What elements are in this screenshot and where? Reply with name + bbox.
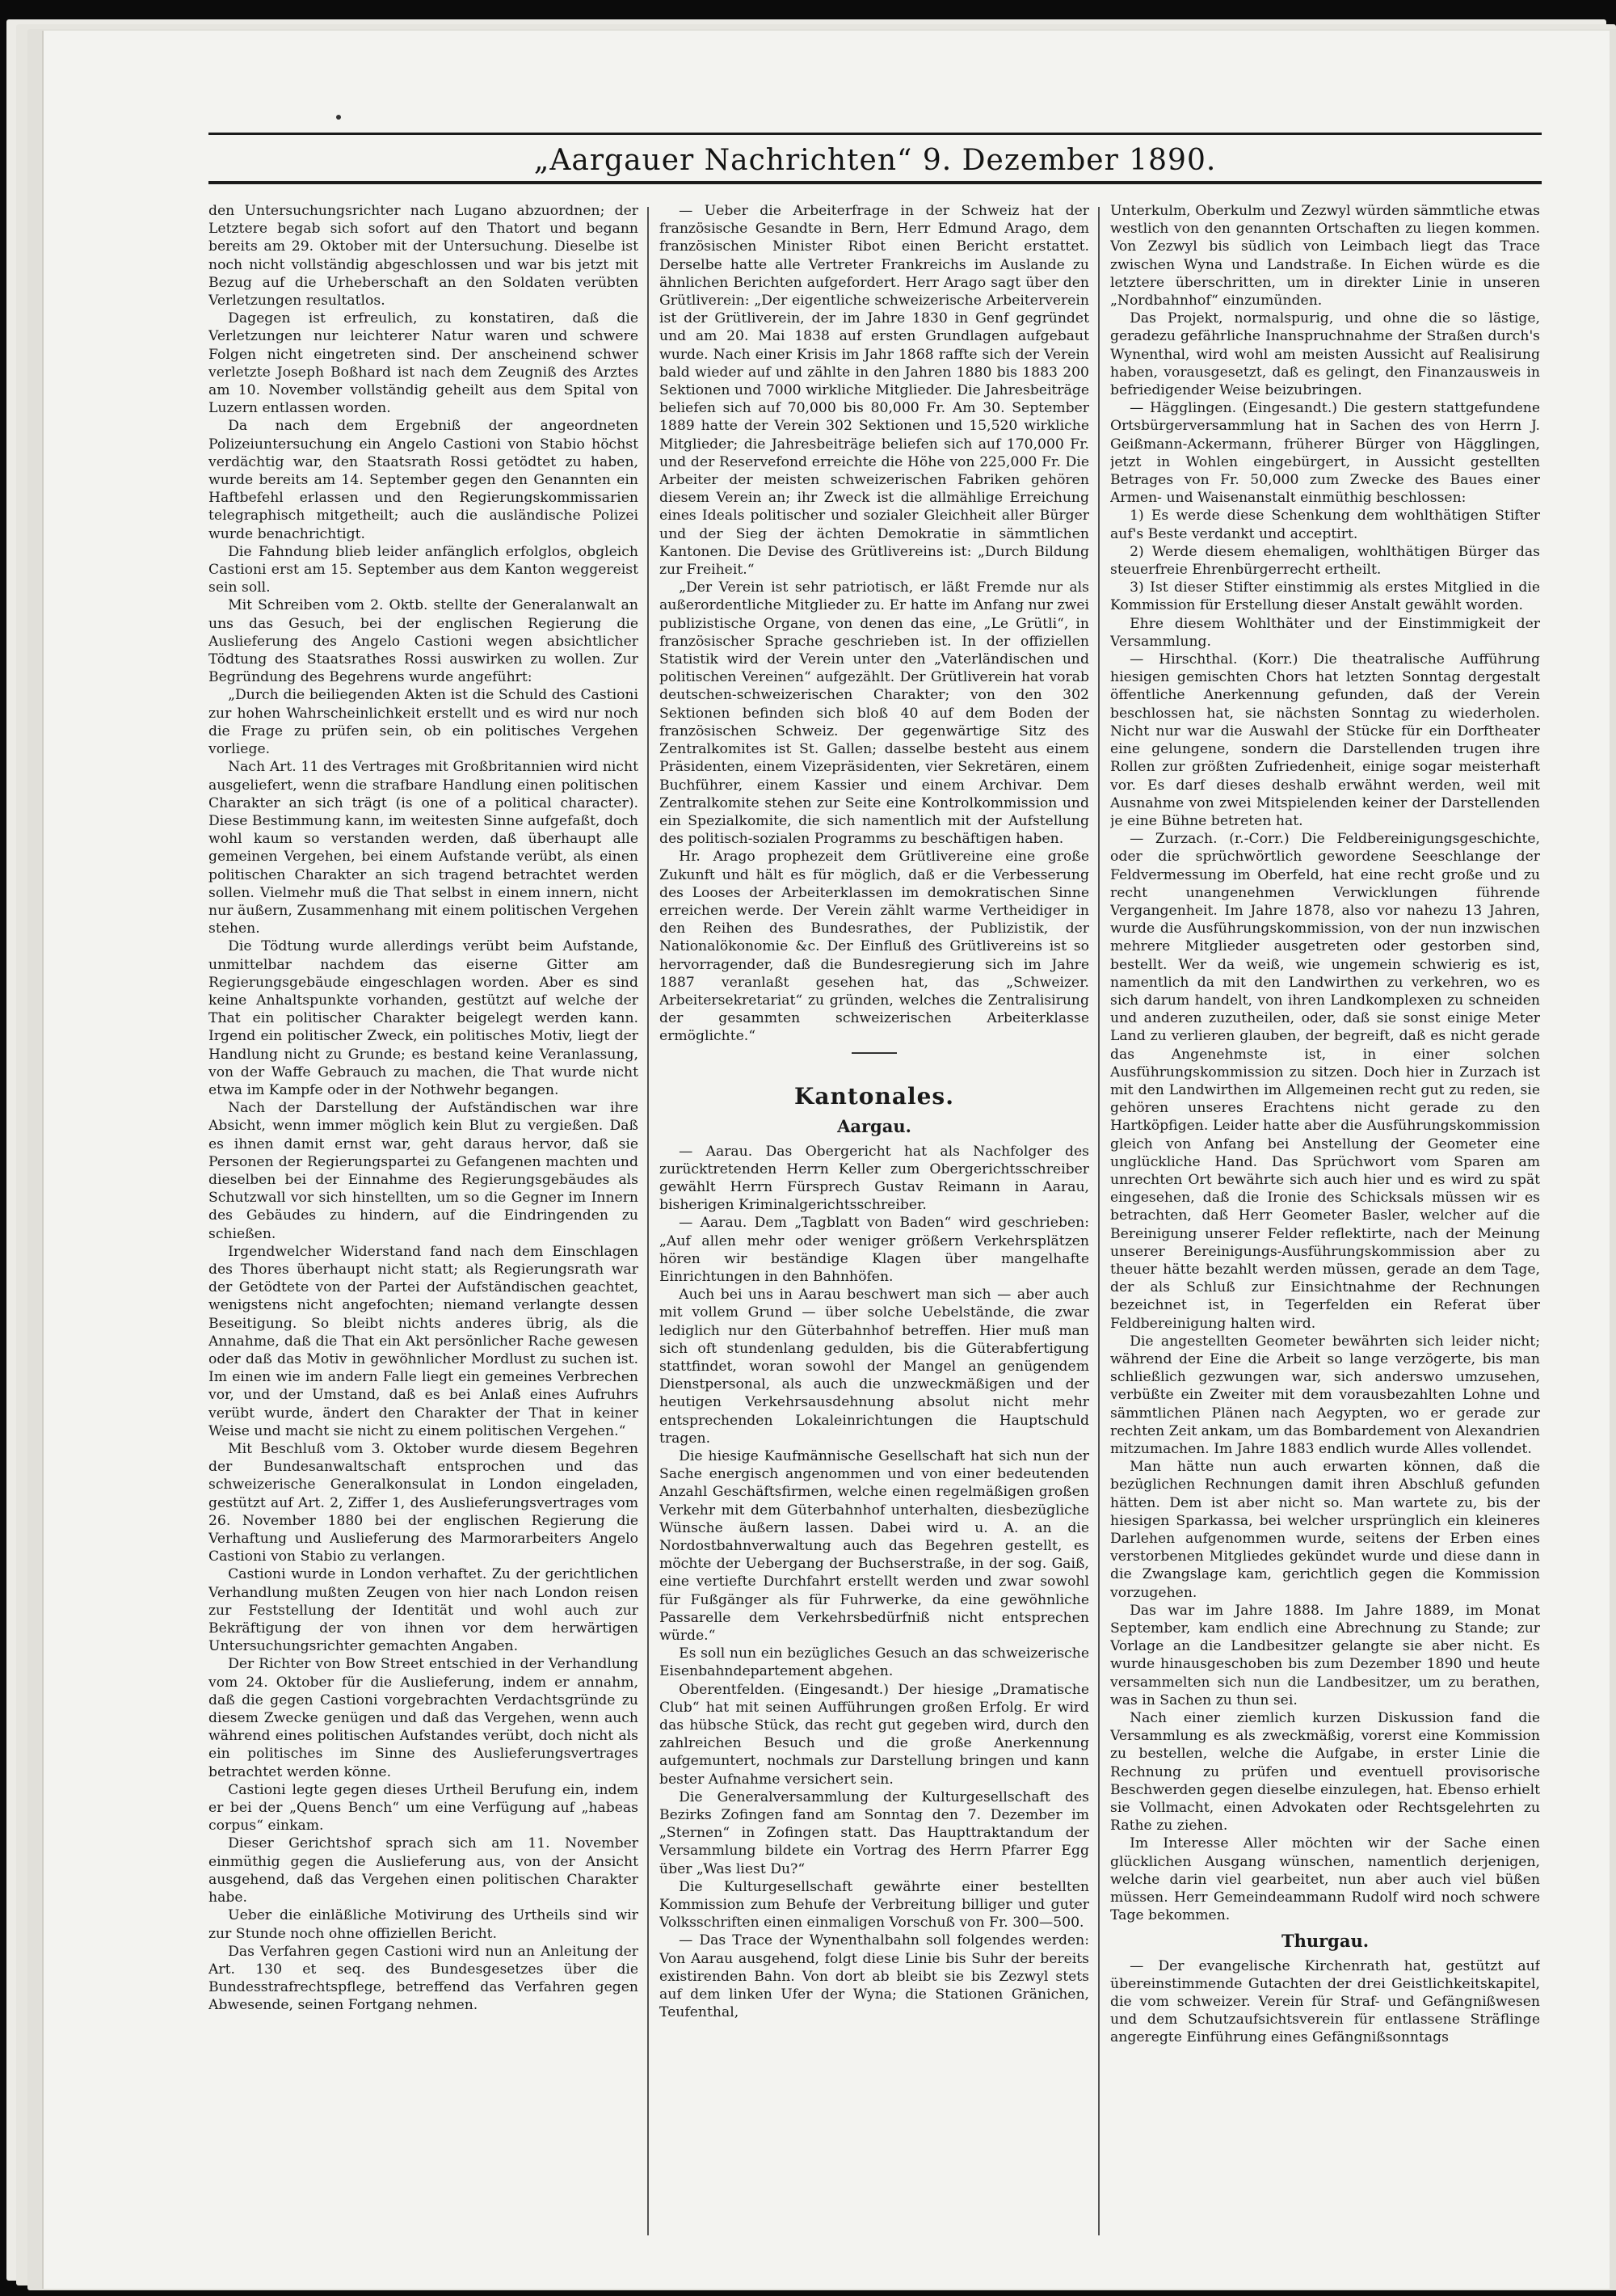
paragraph: Mit Beschluß vom 3. Oktober wurde diesem Begehren der Bundesanwaltschaft entsprochen und das schweizerische Generalkonsulat in London eingeladen, gestützt auf Art. 2, Ziffer 1, des Auslieferungsvertrages vom 26. November 1880 bei der englischen Regierung die Verhaftung und Auslieferung des Marmorarbeiters Angelo Castioni von Stabio zu verlangen. xyxy=(208,1441,638,1565)
column-1 xyxy=(208,202,638,2247)
paragraph: Auch bei uns in Aarau beschwert man sich — aber auch mit vollem Grund — über solche Uebelstände, die zwar lediglich nur den Güterbahnhof betreffen. Hier muß man sich oft stundenlang gedulden, bis die Güterabfertigung stattfindet, woran sowohl der Mangel an genügendem Dienstpersonal, als auch die unzweckmäßigen und der heutigen Verkehrsausdehnung absolut nicht mehr entsprechenden Lokaleinrichtungen die Hauptschuld tragen. xyxy=(659,1287,1089,1447)
section-heading-thurgau: Thurgau. xyxy=(1281,1930,1370,1951)
paragraph: Hr. Arago prophezeit dem Grütlivereine eine große Zukunft und hält es für möglich, daß er die Verbesserung des Looses der Arbeiterklassen im demokratischen Sinne erreichen werde. Der Verein zählt warme Vertheidiger in den Reihen des Bundesrathes, der Publizistik, der Nationalökonomie &c. Der Einfluß des Grütlivereins ist so hervorragender, daß die Bundesregierung sich im Jahre 1887 veranlaßt gesehen hat, das „Schweizer. Arbeitersekretariat“ zu gründen, welches die Zentralisirung der gesammten schweizerischen Arbeiterklasse ermöglichte.“ xyxy=(659,849,1089,1045)
paragraph: Die hiesige Kaufmännische Gesellschaft hat sich nun der Sache energisch angenommen und von einer bedeutenden Anzahl Geschäftsfirmen, welche einen regelmäßigen großen Verkehr mit dem Güterbahnhof unterhalten, diesbezügliche Wünsche äußern lassen. Dabei wird u. A. an die Nordostbahnverwaltung auch das Begehren gestellt, es möchte der Uebergang der Buchserstraße, in der sog. Gaiß, eine vertiefte Durchfahrt erstellt werden und zwar sowohl für Fußgänger als für Fuhrwerke, da eine gewöhnliche Passarelle dem Verkehrsbedürfniß nicht entsprechen würde.“ xyxy=(659,1448,1089,1645)
paragraph: Dagegen ist erfreulich, zu konstatiren, daß die Verletzungen nur leichterer Natur waren und schwere Folgen nicht eingetreten sind. Der anscheinend schwer verletzte Joseph Boßhard ist nach dem Zeugniß des Arztes am 10. November vollständig geheilt aus dem Spital von Luzern entlassen worden. xyxy=(208,310,638,417)
paragraph: Das war im Jahre 1888. Im Jahre 1889, im Monat September, kam endlich eine Abrechnung zu Stande; zur Vorlage an die Landbesitzer gelangte sie aber nicht. Es wurde hinausgeschoben bis zum Dezember 1890 und heute versammelten sich nun die Landbesitzer, um zu berathen, was in Sachen zu thun sei. xyxy=(1110,1602,1540,1708)
header-line: „Aargauer Nachrichten“ 9. Dezember 1890. xyxy=(533,144,1217,177)
paragraph: Nach einer ziemlich kurzen Diskussion fand die Versammlung es als zweckmäßig, vorerst eine Kommission zu bestellen, welche die Aufgabe, in erster Linie die Rechnung zu prüfen und eventuell provisorische Beschwerden gegen dieselbe einzulegen, hat. Ebenso erhielt sie Vollmacht, einen Advokaten oder Rechtsgelehrten zu Rathe zu ziehen. xyxy=(1110,1710,1540,1835)
paragraph: 2) Werde diesem ehemaligen, wohlthätigen Bürger das steuerfreie Ehrenbürgerrecht ertheilt. xyxy=(1110,543,1540,579)
paragraph: — Der evangelische Kirchenrath hat, gestützt auf übereinstimmende Gutachten der drei Geistlichkeitskapitel, die vom schweizer. Verein für Straf- und Gefängnißwesen und dem Schutzaufsichtsverein für entlassene Sträflinge angeregte Einführung eines Gefängnißsonntags xyxy=(1110,1957,1540,2046)
paragraph: Das Verfahren gegen Castioni wird nun an Anleitung der Art. 130 et seq. des Bundesgesetzes über die Bundesstrafrechtspflege, betreffend das Verfahren gegen Abwesende, seinen Fortgang nehmen. xyxy=(208,1943,638,2014)
paragraph: Der Richter von Bow Street entschied in der Verhandlung vom 24. Oktober für die Auslieferung, indem er annahm, daß die gegen Castioni vorgebrachten Verdachtsgründe zu diesem Zwecke genügen und daß das Vergehen, wenn auch während eines politischen Aufstandes verübt, doch nicht als ein politisches im Sinne des Auslieferungsvertrages betrachtet werden könne. xyxy=(208,1656,638,1780)
column-3 xyxy=(1110,202,1540,2247)
paragraph: — Aarau. Dem „Tagblatt von Baden“ wird geschrieben: „Auf allen mehr oder weniger größern Verkehrsplätzen hören wir beständige Klagen über mangelhafte Einrichtungen in den Bahnhöfen. xyxy=(659,1215,1089,1285)
paragraph: Ueber die einläßliche Motivirung des Urtheils sind wir zur Stunde noch ohne offiziellen Bericht. xyxy=(208,1907,638,1942)
paragraph: Im Interesse Aller möchten wir der Sache einen glücklichen Ausgang wünschen, namentlich derjenigen, welche darin viel gearbeitet, nun aber auch viel büßen müssen. Herr Gemeindeammann Rudolf wird noch schwere Tage bekommen. xyxy=(1110,1835,1540,1924)
paragraph: Man hätte nun auch erwarten können, daß die bezüglichen Rechnungen damit ihren Abschluß gefunden hätten. Dem ist aber nicht so. Man wartete zu, bis der hiesigen Sparkassa, bei welcher ursprünglich ein kleineres Darlehen aufgenommen wurde, seitens der Erben eines verstorbenen Mitgliedes gekündet wurde und diese dann in die Zwangslage kam, gerichtlich gegen die Kommission vorzugehen. xyxy=(1110,1459,1540,1601)
ink-dot xyxy=(336,115,341,120)
paragraph: Ehre diesem Wohlthäter und der Einstimmigkeit der Versammlung. xyxy=(1110,615,1540,650)
paragraph: den Untersuchungsrichter nach Lugano abzuordnen; der Letztere begab sich sofort auf den Thatort und begann bereits am 29. Oktober mit der Untersuchung. Dieselbe ist noch nicht vollständig abgeschlossen und war bis jetzt mit Bezug auf die Urheberschaft an den Soldaten verübten Verletzungen resultatlos. xyxy=(208,203,638,310)
paragraph: 1) Es werde diese Schenkung dem wohlthätigen Stifter auf's Beste verdankt und acceptirt. xyxy=(1110,508,1540,542)
paragraph: Die Generalversammlung der Kulturgesellschaft des Bezirks Zofingen fand am Sonntag den 7. Dezember im „Sternen“ in Zofingen statt. Das Haupttraktandum der Versammlung bildete ein Vortrag des Herrn Pfarrer Egg über „Was liest Du?“ xyxy=(659,1788,1089,1877)
paragraph: — Aarau. Das Obergericht hat als Nachfolger des zurücktretenden Herrn Keller zum Obergerichtsschreiber gewählt Herrn Fürsprech Gustav Reimann in Aarau, bisherigen Kriminalgerichtsschreiber. xyxy=(659,1143,1089,1214)
paragraph: — Ueber die Arbeiterfrage in der Schweiz hat der französische Gesandte in Bern, Herr Edmund Arago, dem französischen Minister Ribot einen Bericht erstattet. Derselbe hatte alle Vertreter Frankreichs im Auslande zu ähnlichen Berichten aufgefordert. Herr Arago sagt über den Grütliverein: „Der eigentliche schweizerische Arbeiterverein ist der Grütliverein, der im Jahre 1830 in Genf gegründet und am 20. Mai 1838 auf ersten Grundlagen aufgebaut wurde. Nach einer Krisis im Jahr 1868 raffte sich der Verein bald wieder auf und zählte in den Jahren 1880 bis 1883 200 Sektionen und 7000 wirkliche Mitglieder. Die Jahresbeiträge beliefen sich auf 70,000 bis 80,000 Fr. Am 30. September 1889 hatte der Verein 302 Sektionen und 15,520 wirkliche Mitglieder; die Jahresbeiträge beliefen sich auf 170,000 Fr. und der Reservefond erreichte die Höhe von 225,000 Fr. Die Arbeiter der meisten schweizerischen Fabriken gehören diesem Verein an; ihr Zweck ist die allmählige Erreichung eines Ideals politischer und sozialer Gleichheit aller Bürger und der Sieg der ächten Demokratie in sämmtlichen Kantonen. Die Devise des Grütlivereins ist: „Durch Bildung zur Freiheit.“ xyxy=(659,203,1089,579)
column-2 xyxy=(659,202,1089,2247)
paragraph: Es soll nun ein bezügliches Gesuch an das schweizerische Eisenbahndepartement abgehen. xyxy=(659,1645,1089,1680)
paragraph: „Der Verein ist sehr patriotisch, er läßt Fremde nur als außerordentliche Mitglieder zu. Er hatte im Anfang nur zwei publizistische Organe, von denen das eine, „Le Grütli“, in französischer Sprache geschrieben ist. In der offiziellen Statistik wird der Verein unter den „Vaterländischen und politischen Vereinen“ aufgezählt. Der Grütliverein hat vorab deutschen-schweizerischen Charakter; von den 302 Sektionen befinden sich bloß 40 auf dem Boden der französischen Schweiz. Der gegenwärtige Sitz des Zentralkomites ist St. Gallen; dasselbe besteht aus einem Präsidenten, einem Vizepräsidenten, vier Sekretären, einem Buchführer, einem Kassier und einem Archivar. Dem Zentralkomite stehen zur Seite eine Kontrolkommission und ein Spezialkomite, die sich namentlich mit der Aufstellung des politisch-sozialen Programms zu beschäftigen haben. xyxy=(659,579,1089,848)
paragraph: Die Fahndung blieb leider anfänglich erfolglos, obgleich Castioni erst am 15. September aus dem Kanton weggereist sein soll. xyxy=(208,543,638,596)
paragraph: Oberentfelden. (Eingesandt.) Der hiesige „Dramatische Club“ hat mit seinen Aufführungen großen Erfolg. Er wird das hübsche Stück, das recht gut gegeben wird, durch den zahlreichen Besuch und die große Anerkennung aufgemuntert, nochmals zur Darstellung bringen und kann bester Aufnahme versichert sein. xyxy=(659,1681,1089,1788)
paragraph: — Das Trace der Wynenthalbahn soll folgendes werden: Von Aarau ausgehend, folgt diese Linie bis Suhr der bereits existirenden Bahn. Von dort ab bleibt sie bis Zezwyl stets auf dem linken Ufer der Wyna; die Stationen Gränichen, Teufenthal, xyxy=(659,1932,1089,2021)
paragraph: — Zurzach. (r.-Corr.) Die Feldbereinigungsgeschichte, oder die sprüchwörtlich gewordene Seeschlange der Feldvermessung im Oberfeld, hat eine recht große und zu recht unangenehmen Verwicklungen führende Vergangenheit. Im Jahre 1878, also vor nahezu 13 Jahren, wurde die Ausführungskommission, von der nun inzwischen mehrere Mitglieder ausgetreten oder gestorben sind, bestellt. Wer da weiß, wie ungemein schwierig es ist, namentlich da mit den Landwirthen zu verkehren, wo es sich darum handelt, von ihren Landkomplexen zu schneiden und anderen zuzutheilen, oder, daß sie sonst einige Meter Land zu verlieren glauben, der begreift, daß es nicht gerade das Angenehmste ist, in einer solchen Ausführungskommission zu sitzen. Doch hier in Zurzach ist mit den Landwirthen im Allgemeinen recht gut zu reden, sie gehören unseres Erachtens nicht gerade zu den Hartköpfigen. Leider hatte aber die Ausführungskommission gleich von Anfang bei Anstellung der Geometer eine unglückliche Hand. Das Sprüchwort vom Sparen am unrechten Ort bewährte sich auch hier und es wird zu spät eingesehen, daß die Ironie des Schicksals müssen wir es betrachten, daß Herr Geometer Basler, welcher auf die Bereinigung unserer Felder reflektirte, nach der Meinung unserer Bereinigungs-Ausführungskommission aber zu theuer hätte bezahlt werden müssen, gerade an dem Tage, der als Schluß zur Einsichtnahme der Rechnungen bezeichnet ist, in Tegerfelden ein Referat über Feldbereinigung halten wird. xyxy=(1110,831,1540,1332)
masthead xyxy=(208,121,1542,187)
paragraph: „Durch die beiliegenden Akten ist die Schuld des Castioni zur hohen Wahrscheinlichkeit erstellt und es wird nur noch die Frage zu prüfen sein, ob ein politisches Vergehen vorliege. xyxy=(208,687,638,758)
paragraph: Dieser Gerichtshof sprach sich am 11. November einmüthig gegen die Auslieferung aus, von der Ansicht ausgehend, daß das Vergehen einen politischen Charakter habe. xyxy=(208,1835,638,1906)
masthead-rule-top xyxy=(208,133,1542,135)
column-divider xyxy=(1098,207,1100,2235)
masthead-rule-bottom xyxy=(208,181,1542,184)
section-heading-aargau: Aargau. xyxy=(837,1115,911,1136)
paragraph: Castioni legte gegen dieses Urtheil Berufung ein, indem er bei der „Quens Bench“ um eine Verfügung auf „habeas corpus“ einkam. xyxy=(208,1781,638,1835)
paragraph: Die Kulturgesellschaft gewährte einer bestellten Kommission zum Behufe der Verbreitung billiger und guter Volksschriften einen einmaligen Vorschuß von Fr. 300—500. xyxy=(659,1878,1089,1932)
column-divider xyxy=(647,207,649,2235)
paragraph: Nach Art. 11 des Vertrages mit Großbritannien wird nicht ausgeliefert, wenn die strafbare Handlung einen politischen Charakter an sich trägt (is one of a political character). Diese Bestimmung kann, im weitesten Sinne aufgefaßt, doch wohl kaum so verstanden werden, daß überhaupt alle gemeinen Vergehen, bei einem Aufstande verübt, als einen politischen Charakter an sich tragend betrachtet werden sollen. Vielmehr muß die That selbst in einem innern, nicht nur äußern, Zusammenhang mit einem politischen Vergehen stehen. xyxy=(208,759,638,937)
paragraph: Da nach dem Ergebniß der angeordneten Polizeiuntersuchung ein Angelo Castioni von Stabio höchst verdächtig war, den Staatsrath Rossi getödtet zu haben, wurde bereits am 14. September gegen den Genannten ein Haftbefehl erlassen und den Regierungskommissarien telegraphisch mitgetheilt; auch die ausländische Polizei wurde benachrichtigt. xyxy=(208,418,638,542)
text-columns xyxy=(208,202,1542,2247)
paragraph: — Hirschthal. (Korr.) Die theatralische Aufführung hiesigen gemischten Chors hat letzten Sonntag dergestalt öffentliche Anerkennung gefunden, daß der Verein beschlossen hat, sie nächsten Sonntag zu wiederholen. Nicht nur war die Auswahl der Stücke für ein Dorftheater eine gelungene, sondern die Darstellenden trugen ihre Rollen zur größten Zufriedenheit, einige sogar meisterhaft vor. Es darf dieses deshalb erwähnt werden, weil mit Ausnahme von zwei Mitspielenden keiner der Darstellenden je eine Bühne betreten hat. xyxy=(1110,651,1540,829)
paragraph: Irgendwelcher Widerstand fand nach dem Einschlagen des Thores überhaupt nicht statt; als Regierungsrath war der Getödtete von der Partei der Aufständischen geachtet, wenigstens nicht angefochten; niemand verlangte dessen Beseitigung. So bleibt nichts anderes übrig, als die Annahme, daß die That ein Akt persönlicher Rache gewesen oder daß das Motiv in gewöhnlicher Mordlust zu suchen ist. Im einen wie im andern Falle liegt ein gemeines Verbrechen vor, und der Umstand, daß es bei Anlaß eines Aufruhrs verübt wurde, ändert den Charakter der That in keiner Weise und macht sie nicht zu einem politischen Vergehen.“ xyxy=(208,1243,638,1439)
paragraph: Die angestellten Geometer bewährten sich leider nicht; während der Eine die Arbeit so lange verzögerte, bis man schließlich gezwungen war, sich anderswo umzusehen, verbüßte ein Zweiter mit dem vorausbezahlten Lohne und sämmtlichen Plänen nach Aegypten, wo er gerade zur rechten Zeit ankam, um das Bombardement von Alexandrien mitzumachen. Im Jahre 1883 endlich wurde Alles vollendet. xyxy=(1110,1333,1540,1458)
paragraph: Das Projekt, normalspurig, und ohne die so lästige, geradezu gefährliche Inanspruchnahme der Straßen durch's Wynenthal, wird wohl am meisten Aussicht auf Realisirung haben, vorausgesetzt, daß es gelingt, den Finanzausweis in befriedigender Weise beizubringen. xyxy=(1110,310,1540,399)
paragraph: Castioni wurde in London verhaftet. Zu der gerichtlichen Verhandlung mußten Zeugen von hier nach London reisen zur Feststellung der Identität und wohl auch zur Bekräftigung der von ihnen vor dem herwärtigen Untersuchungsrichter gemachten Angaben. xyxy=(208,1566,638,1655)
article-end-rule xyxy=(852,1052,897,1054)
paragraph: Die Tödtung wurde allerdings verübt beim Aufstande, unmittelbar nachdem das eiserne Gitter am Regierungsgebäude eingeschlagen worden. Aber es sind keine Anhaltspunkte vorhanden, gestützt auf welche der That ein politischer Charakter beigelegt werden kann. Irgend ein politischer Zweck, ein politisches Motiv, liegt der Handlung nicht zu Grunde; es bestand keine Veranlassung, von der Waffe Gebrauch zu machen, die That wurde nicht etwa im Kampfe oder in der Nothwehr begangen. xyxy=(208,938,638,1098)
paragraph: Unterkulm, Oberkulm und Zezwyl würden sämmtliche etwas westlich von den genannten Ortschaften zu liegen kommen. Von Zezwyl bis südlich von Leimbach liegt das Trace zwischen Wyna und Landstraße. In Eichen würde es die letztere überschritten, um in direkter Linie in unseren „Nordbahnhof“ einzumünden. xyxy=(1110,203,1540,310)
paragraph: Mit Schreiben vom 2. Oktb. stellte der Generalanwalt an uns das Gesuch, bei der englischen Regierung die Auslieferung des Angelo Castioni wegen absichtlicher Tödtung des Staatsrathes Rossi auswirken zu wollen. Zur Begründung des Begehrens wurde angeführt: xyxy=(208,597,638,686)
paragraph: 3) Ist dieser Stifter einstimmig als erstes Mitglied in die Kommission für Erstellung dieser Anstalt gewählt worden. xyxy=(1110,579,1540,614)
paragraph: — Hägglingen. (Eingesandt.) Die gestern stattgefundene Ortsbürgerversammlung hat in Sachen des von Herrn J. Geißmann-Ackermann, früherer Bürger von Hägglingen, jetzt in Wohlen eingebürgert, in Aussicht gestellten Betrages von Fr. 50,000 zum Zwecke des Baues einer Armen- und Waisenanstalt einmüthig beschlossen: xyxy=(1110,400,1540,507)
section-heading-kantonales: Kantonales. xyxy=(794,1082,954,1110)
paragraph: Nach der Darstellung der Aufständischen war ihre Absicht, wenn immer möglich kein Blut zu vergießen. Daß es ihnen damit ernst war, geht daraus hervor, daß sie Personen der Regierungspartei zu Gefangenen machten und dieselben bei der Einnahme des Regierungsgebäudes als Schutzwall vor sich hinstellten, um so die Gegner im Innern des Gebäudes zu hindern, auf die Eindringenden zu schießen. xyxy=(208,1100,638,1242)
